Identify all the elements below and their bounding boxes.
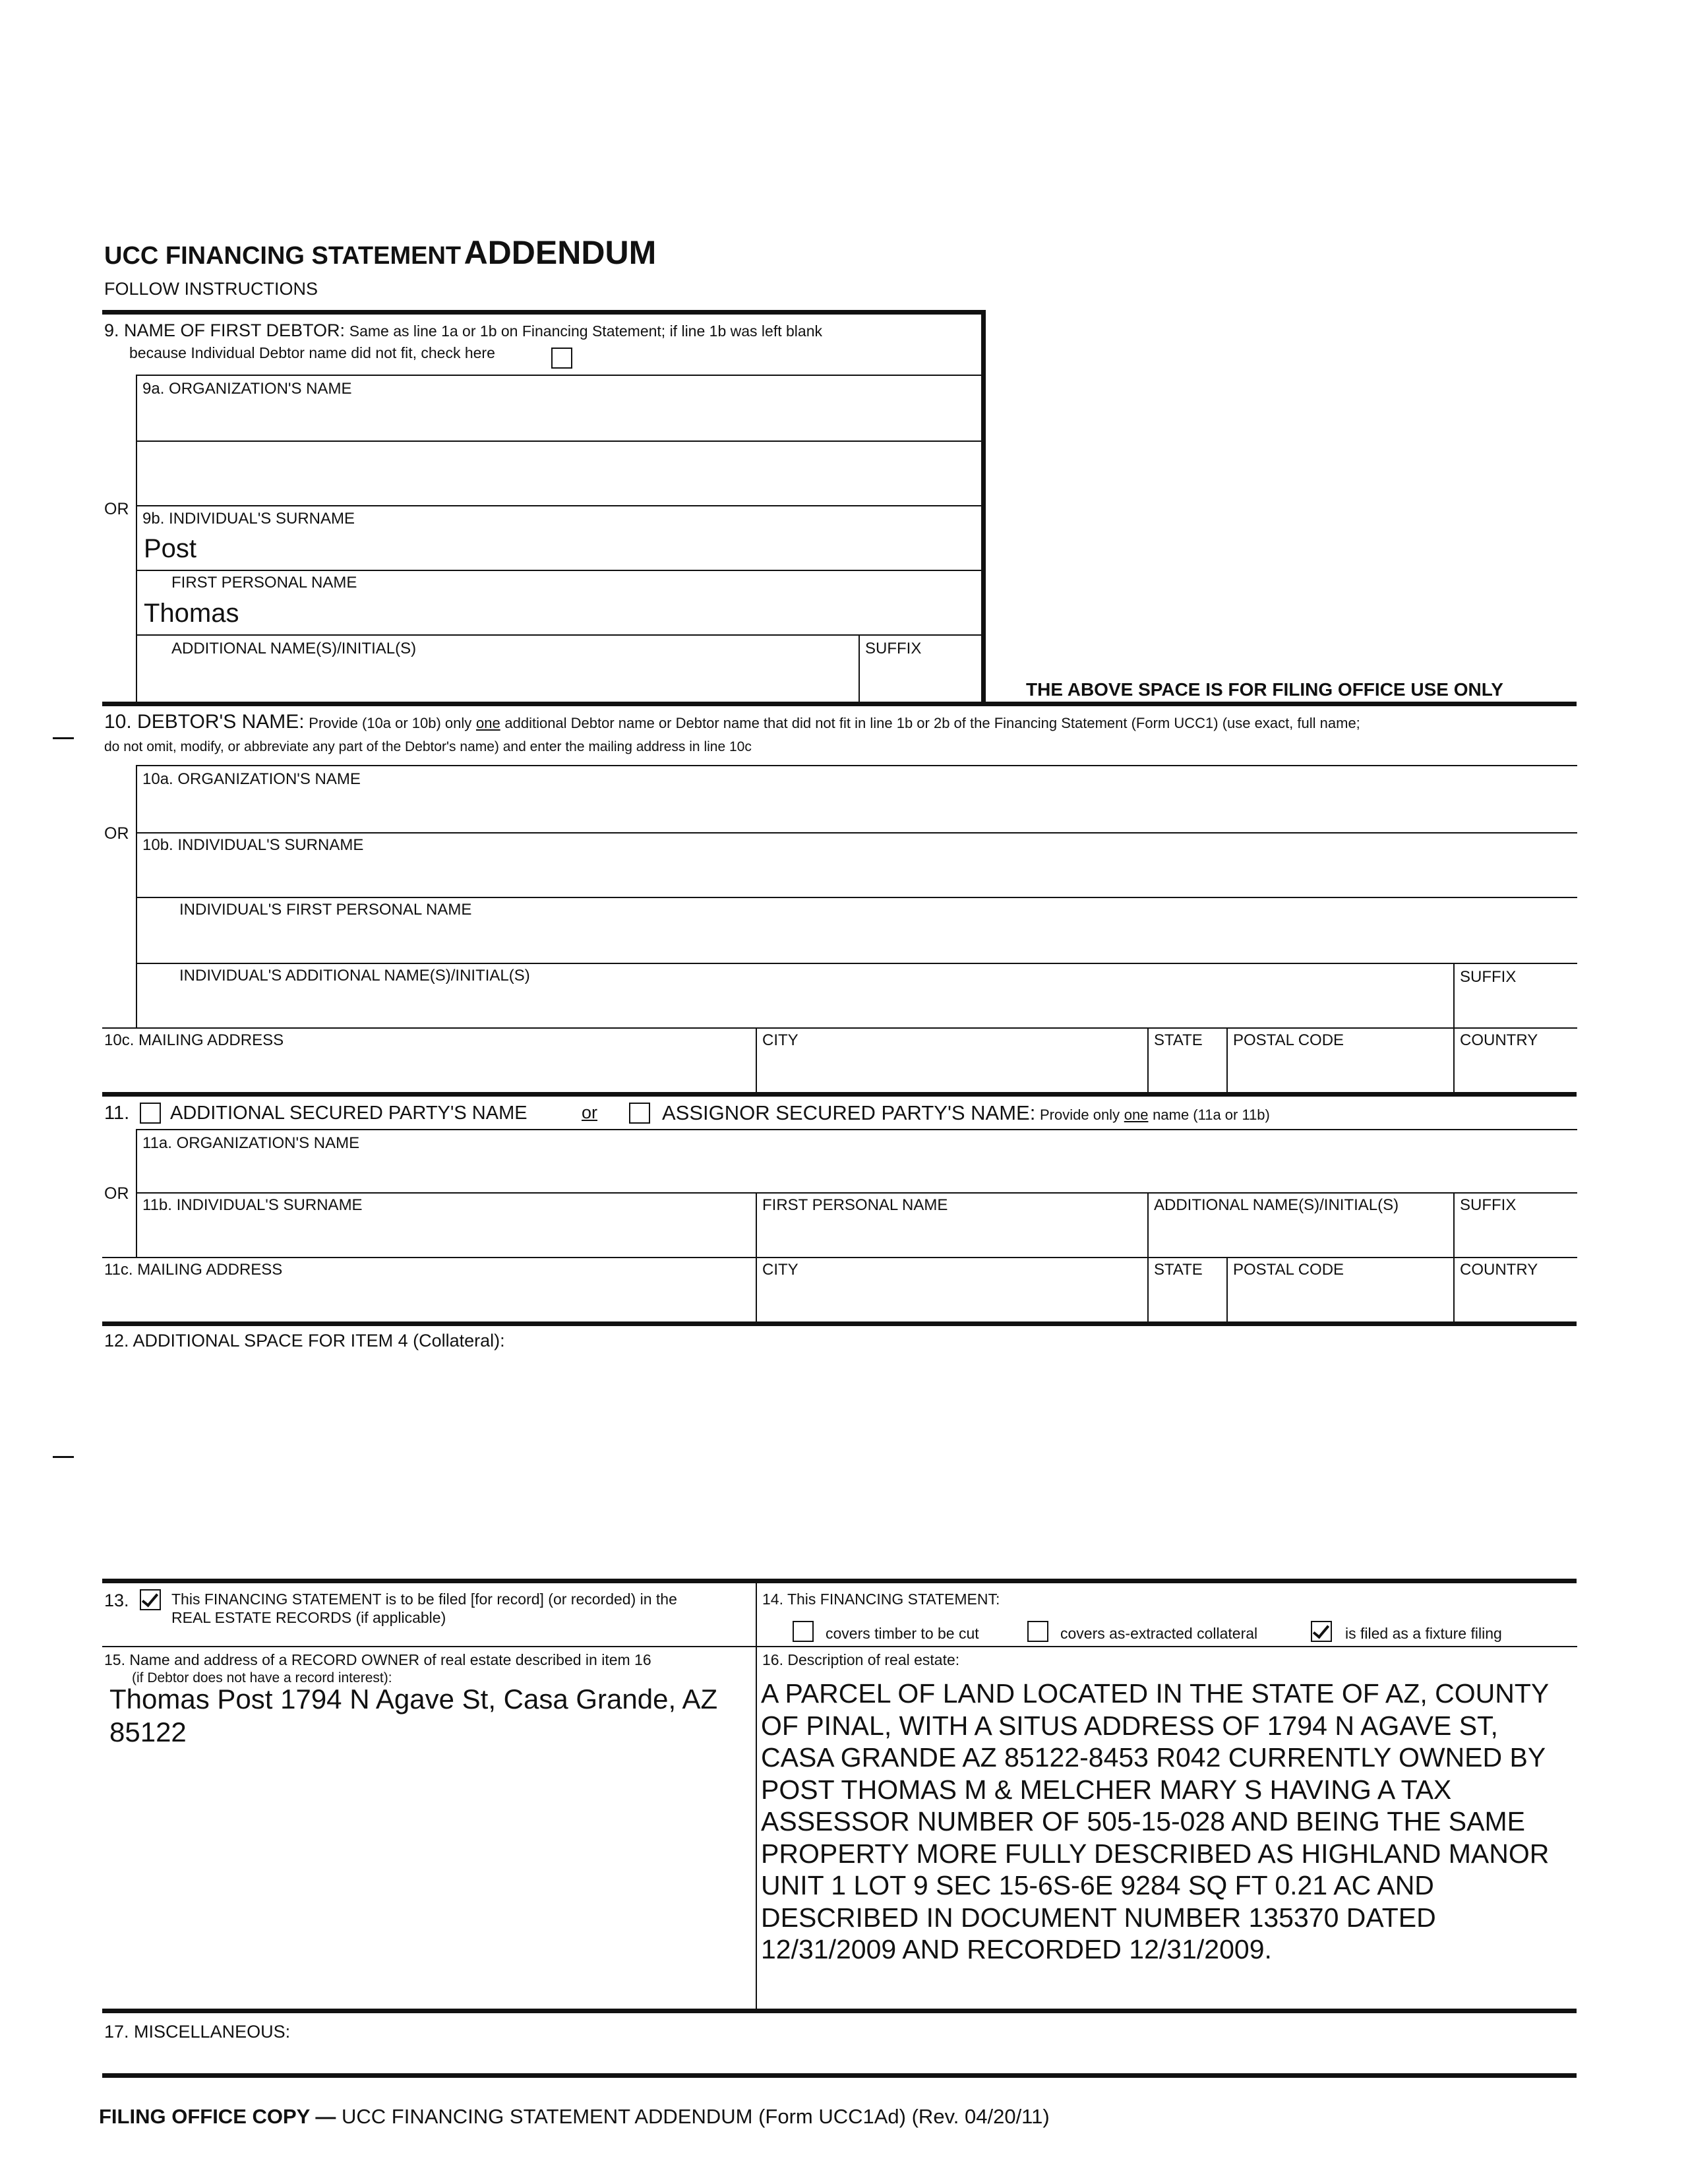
item13-top-border [102, 1579, 1577, 1583]
item13-text-line2: REAL ESTATE RECORDS (if applicable) [171, 1609, 446, 1626]
item15-label-line1: 15. Name and address of a RECORD OWNER of real estate described in item 16 [104, 1651, 651, 1668]
item11b-first-label: FIRST PERSONAL NAME [762, 1196, 948, 1214]
item11c-state-divider [1147, 1257, 1149, 1323]
item11-additional-checkbox[interactable] [140, 1103, 161, 1124]
item13-checkbox[interactable] [140, 1589, 161, 1610]
item11-assignor-label: ASSIGNOR SECURED PARTY'S NAME: Provide only one name (11a or 11b) [662, 1101, 1270, 1124]
item16-line: PROPERTY MORE FULLY DESCRIBED AS HIGHLAND MANOR [761, 1838, 1550, 1869]
item13-num: 13. [104, 1591, 129, 1610]
item10-additional-label: INDIVIDUAL'S ADDITIONAL NAME(S)/INITIAL(S) [179, 967, 530, 985]
item14-extracted-checkbox[interactable] [1027, 1621, 1048, 1642]
item9-divider [136, 375, 982, 376]
item10c-state-label: STATE [1154, 1031, 1203, 1049]
item10-additional-bottom-line [102, 1027, 1577, 1029]
item9-suffix-divider [859, 634, 860, 703]
item9-first-bottom-line [136, 634, 982, 636]
item10a-label: 10a. ORGANIZATION'S NAME [142, 770, 361, 788]
item11-or: OR [104, 1184, 129, 1203]
item15-16-top-line [102, 1646, 1577, 1647]
item11-assignor-checkbox[interactable] [629, 1103, 650, 1124]
item11b-label: 11b. INDIVIDUAL'S SURNAME [142, 1196, 363, 1214]
item9b-label: 9b. INDIVIDUAL'S SURNAME [142, 510, 355, 528]
filing-office-note: THE ABOVE SPACE IS FOR FILING OFFICE USE ONLY [1026, 679, 1503, 700]
item14-fixture-label: is filed as a fixture filing [1345, 1625, 1502, 1642]
item16-line: CASA GRANDE AZ 85122-8453 R042 CURRENTLY OWNED BY [761, 1742, 1546, 1773]
item9a-bottom-line [136, 505, 982, 506]
item14-fixture-checkbox[interactable] [1311, 1621, 1332, 1642]
item17-top-border [102, 2009, 1577, 2013]
item10b-label: 10b. INDIVIDUAL'S SURNAME [142, 836, 364, 854]
item9-suffix-label: SUFFIX [865, 640, 922, 657]
item11b-first-divider [756, 1192, 757, 1258]
form-title-suffix: ADDENDUM [464, 234, 657, 271]
margin-mark-1 [53, 737, 74, 739]
item9a-mid-line [136, 440, 982, 442]
item11-num: 11. [104, 1103, 130, 1124]
item11-or-word: or [582, 1103, 598, 1122]
item11b-suffix-divider [1453, 1192, 1455, 1258]
follow-instructions: FOLLOW INSTRUCTIONS [104, 279, 318, 299]
item10c-postal-divider [1226, 1027, 1228, 1093]
item9-right-border [981, 310, 986, 703]
item10c-country-label: COUNTRY [1460, 1031, 1538, 1049]
item10c-city-divider [756, 1027, 757, 1093]
item11b-suffix-label: SUFFIX [1460, 1196, 1517, 1214]
item16-description[interactable] [761, 1678, 1549, 1966]
item9-or: OR [104, 500, 129, 518]
item10-divider [136, 765, 1577, 766]
item9a-label: 9a. ORGANIZATION'S NAME [142, 380, 352, 398]
item11b-additional-label: ADDITIONAL NAME(S)/INITIAL(S) [1154, 1196, 1399, 1214]
item16-label: 16. Description of real estate: [762, 1651, 960, 1668]
item11a-label: 11a. ORGANIZATION'S NAME [142, 1134, 360, 1152]
item15-owner-line1[interactable]: Thomas Post 1794 N Agave St, Casa Grande, AZ [109, 1684, 718, 1714]
item10c-state-divider [1147, 1027, 1149, 1093]
item14-timber-checkbox[interactable] [793, 1621, 814, 1642]
item11c-state-label: STATE [1154, 1261, 1203, 1279]
item10b-bottom-line [136, 897, 1577, 898]
margin-mark-2 [53, 1456, 74, 1458]
item9b-bottom-line [136, 570, 982, 571]
item10c-postal-label: POSTAL CODE [1233, 1031, 1344, 1049]
item10c-city-label: CITY [762, 1031, 799, 1049]
item10c-mailing-label: 10c. MAILING ADDRESS [104, 1031, 284, 1049]
item16-line: OF PINAL, WITH A SITUS ADDRESS OF 1794 N AGAVE ST, [761, 1710, 1498, 1741]
footer-top-border [102, 2073, 1577, 2078]
item11c-postal-divider [1226, 1257, 1228, 1323]
item11a-bottom-line [136, 1192, 1577, 1194]
form-title-prefix: UCC FINANCING STATEMENT [104, 242, 462, 270]
item11c-city-divider [756, 1257, 757, 1323]
item17-label: 17. MISCELLANEOUS: [104, 2022, 291, 2042]
item16-line: DESCRIBED IN DOCUMENT NUMBER 135370 DATED [761, 1902, 1436, 1933]
item12-label: 12. ADDITIONAL SPACE FOR ITEM 4 (Collateral): [104, 1331, 505, 1350]
item10-top-border [102, 702, 1577, 706]
item9-first-name-value[interactable]: Thomas [144, 599, 239, 628]
item9-left-border [136, 375, 137, 703]
item9-label: 9. NAME OF FIRST DEBTOR: Same as line 1a or 1b on Financing Statement; if line 1b was left blank [104, 320, 822, 340]
item10c-country-divider [1453, 1027, 1455, 1093]
item10a-bottom-line [136, 832, 1577, 834]
item11c-city-label: CITY [762, 1261, 799, 1279]
item9b-surname-value[interactable]: Post [144, 534, 197, 563]
item10-first-name-label: INDIVIDUAL'S FIRST PERSONAL NAME [179, 901, 472, 919]
item9-first-name-label: FIRST PERSONAL NAME [171, 574, 357, 592]
item15-label-line2: (if Debtor does not have a record interest): [132, 1670, 392, 1685]
item14-extracted-label: covers as-extracted collateral [1060, 1625, 1258, 1642]
item14-timber-label: covers timber to be cut [826, 1625, 979, 1642]
item11c-mailing-label: 11c. MAILING ADDRESS [104, 1261, 283, 1279]
item11-top-border [102, 1092, 1577, 1097]
item13-text-line1: This FINANCING STATEMENT is to be filed [for record] (or recorded) in the [171, 1591, 677, 1608]
item10-or: OR [104, 824, 129, 843]
item11-additional-label: ADDITIONAL SECURED PARTY'S NAME [170, 1103, 528, 1124]
footer-text: FILING OFFICE COPY — UCC FINANCING STATEMENT ADDENDUM (Form UCC1Ad) (Rev. 04/20/11) [99, 2105, 1050, 2128]
item11c-country-divider [1453, 1257, 1455, 1323]
item11-left-border [136, 1129, 137, 1258]
item15-owner-line2[interactable]: 85122 [109, 1716, 187, 1747]
item9-top-border [102, 310, 986, 315]
item14-label: 14. This FINANCING STATEMENT: [762, 1591, 1000, 1608]
item9-label-line2: because Individual Debtor name did not fit, check here [129, 344, 495, 361]
item9-checkbox[interactable] [551, 348, 572, 369]
item12-top-border [102, 1321, 1577, 1326]
item11c-postal-label: POSTAL CODE [1233, 1261, 1344, 1279]
item11b-additional-divider [1147, 1192, 1149, 1258]
item9-additional-label: ADDITIONAL NAME(S)/INITIAL(S) [171, 640, 417, 657]
item16-line: A PARCEL OF LAND LOCATED IN THE STATE OF AZ, COUNTY [761, 1678, 1550, 1709]
item16-line: ASSESSOR NUMBER OF 505-15-028 AND BEING THE SAME [761, 1806, 1525, 1836]
item16-line: UNIT 1 LOT 9 SEC 15-6S-6E 9284 SQ FT 0.21 AC AND [761, 1870, 1434, 1900]
item10-label-line2: do not omit, modify, or abbreviate any part of the Debtor's name) and enter the mailing address in line 10c [104, 739, 752, 754]
form-title [104, 236, 656, 269]
item10-first-bottom-line [136, 963, 1577, 964]
item10-label: 10. DEBTOR'S NAME: Provide (10a or 10b) only one additional Debtor name or Debtor name that did not fit in line 1b or 2b of the Financing Statement (Form UCC1) (use exact, full name; [104, 711, 1360, 733]
item11-divider [136, 1129, 1577, 1130]
item16-line: POST THOMAS M & MELCHER MARY S HAVING A TAX [761, 1774, 1452, 1805]
item10-suffix-divider [1453, 963, 1455, 1029]
item11c-country-label: COUNTRY [1460, 1261, 1538, 1279]
item10-suffix-label: SUFFIX [1460, 968, 1517, 986]
item11b-bottom-line [102, 1257, 1577, 1258]
item16-line: 12/31/2009 AND RECORDED 12/31/2009. [761, 1934, 1272, 1964]
